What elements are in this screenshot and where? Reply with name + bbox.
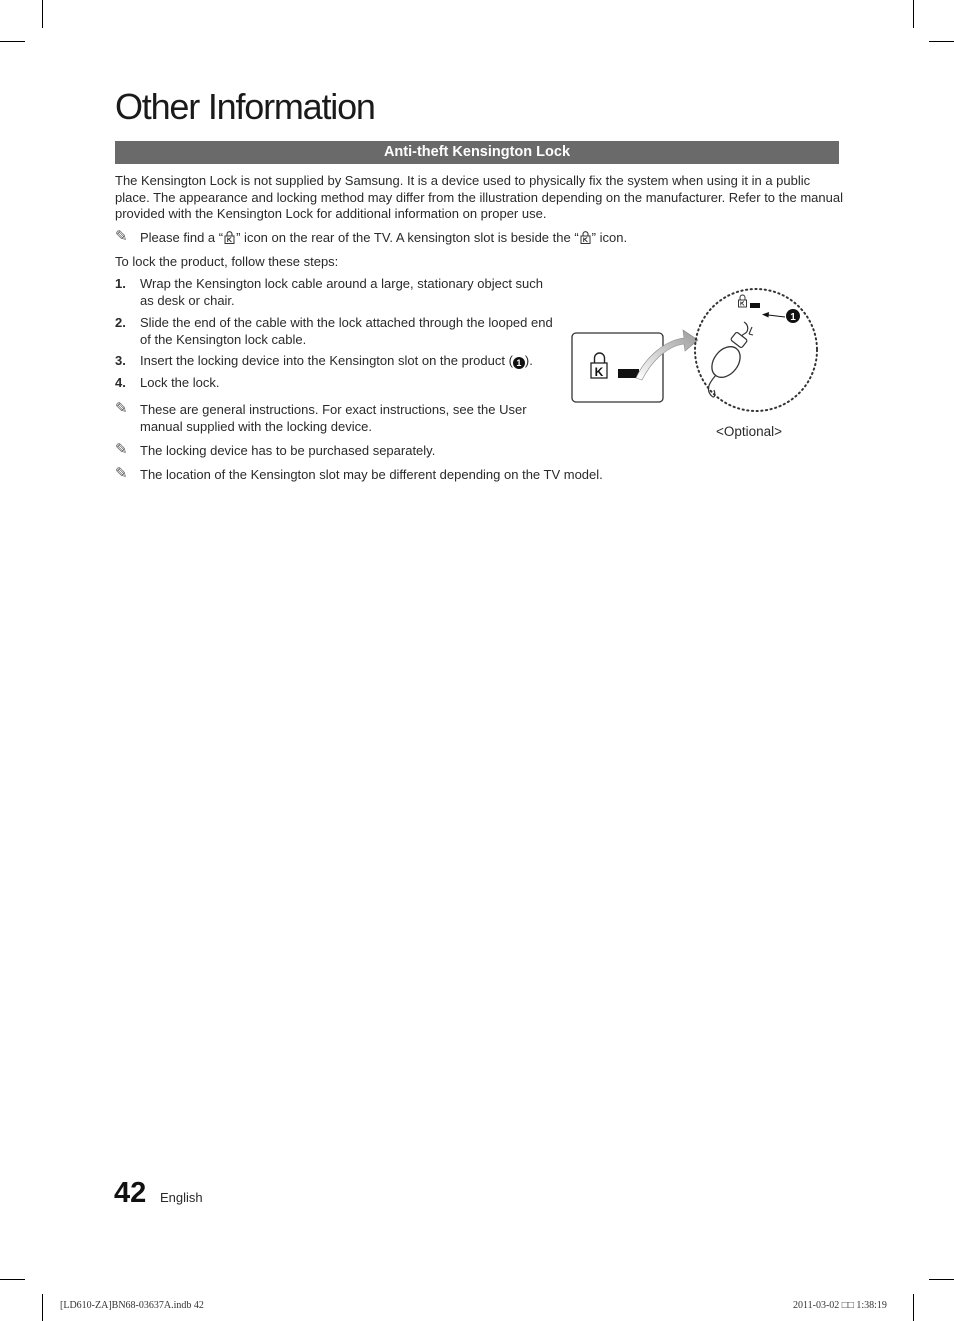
crop-mark: [913, 1294, 914, 1321]
note-pencil-icon: ✎: [115, 400, 128, 417]
crop-mark: [42, 0, 43, 28]
svg-text:K: K: [594, 365, 604, 379]
pointer-arrowhead-icon: [762, 312, 769, 318]
note-text: These are general instructions. For exact instructions, see the User manual supplied with the locking device.: [140, 402, 527, 434]
print-footer-file: [LD610-ZA]BN68-03637A.indb 42: [60, 1300, 204, 1311]
note-text: The locking device has to be purchased separately.: [140, 443, 436, 458]
crop-mark: [0, 1279, 25, 1280]
kensington-slot: [750, 303, 760, 308]
kensington-lock-illustration: [566, 278, 826, 428]
note-find-icon: Please find a “ ” icon on the rear of the TV. A kensington slot is beside the “ ” icon.: [140, 230, 628, 245]
marker-1-badge: 1: [513, 357, 525, 369]
intro-paragraph: The Kensington Lock is not supplied by Samsung. It is a device used to physically fix the system when using it in a public place. The appearance and locking method may differ from the illustration depending on the manufacturer. Refer to the manual provided with the Kensington Lock for additional information on proper use.: [115, 173, 843, 221]
page-number: 42: [114, 1177, 147, 1209]
kensington-lock-icon: [580, 231, 591, 244]
note-pencil-icon: ✎: [115, 228, 128, 245]
crop-mark: [0, 41, 25, 42]
optional-label: <Optional>: [716, 424, 783, 439]
crop-mark: [42, 1294, 43, 1321]
note-text: The location of the Kensington slot may be different depending on the TV model.: [140, 467, 603, 482]
note-pencil-icon: ✎: [115, 465, 128, 482]
kensington-lock-icon: [224, 231, 235, 244]
step-text: Insert the locking device into the Kensington slot on the product ( 1 ).: [140, 353, 533, 368]
step-number: 2.: [115, 315, 126, 330]
step-number: 4.: [115, 375, 126, 390]
step-text: Wrap the Kensington lock cable around a large, stationary object such as desk or chair.: [140, 276, 543, 308]
kensington-lock-icon: [739, 295, 747, 307]
print-footer-timestamp: 2011-03-02 □□ 1:38:19: [793, 1300, 887, 1311]
section-title: Anti-theft Kensington Lock: [115, 141, 839, 164]
crop-mark: [929, 1279, 954, 1280]
pointer-line: [768, 315, 785, 317]
svg-text:1: 1: [790, 312, 796, 323]
page-title: Other Information: [115, 86, 375, 127]
crop-mark: [929, 41, 954, 42]
page-language: English: [160, 1190, 203, 1205]
lock-device: [706, 322, 753, 397]
crop-mark: [913, 0, 914, 28]
steps-intro: To lock the product, follow these steps:: [115, 254, 339, 269]
step-text: Lock the lock.: [140, 375, 220, 390]
kensington-slot: [618, 369, 639, 378]
note-pencil-icon: ✎: [115, 441, 128, 458]
step-number: 3.: [115, 353, 126, 368]
step-text: Slide the end of the cable with the lock attached through the looped end of the Kensington lock cable.: [140, 315, 553, 347]
step-number: 1.: [115, 276, 126, 291]
